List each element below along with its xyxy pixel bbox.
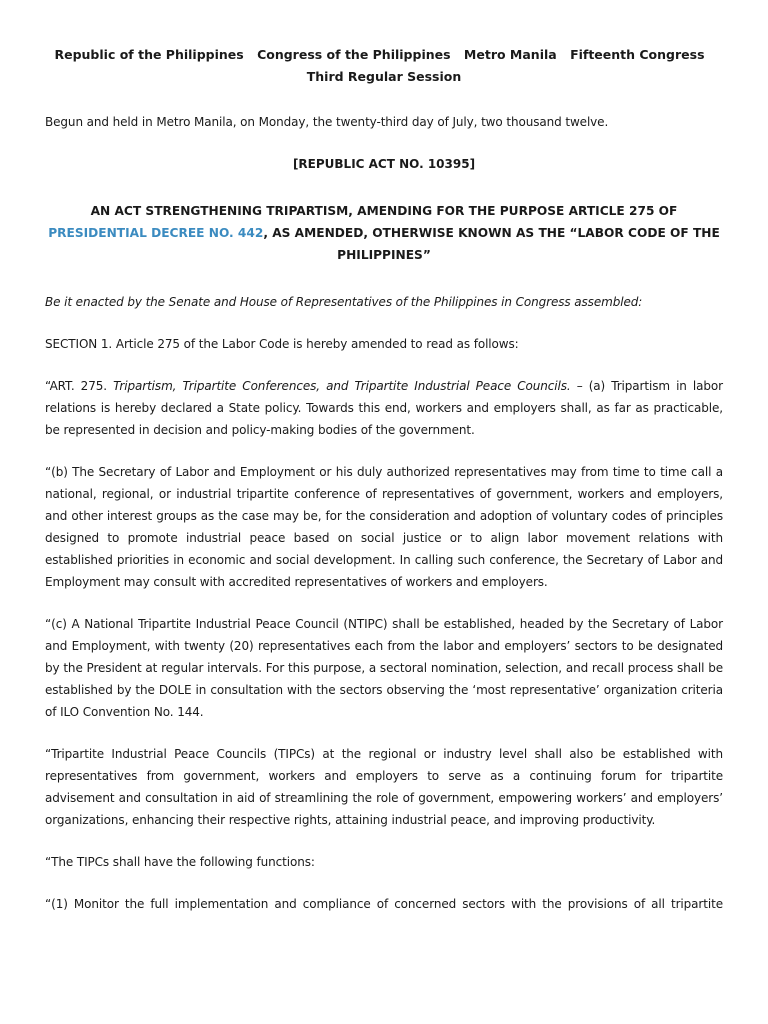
paragraph-tipc: “Tripartite Industrial Peace Councils (TIPCs) at the regional or industry level shall also be established with representatives from government, workers and employers to serve as a continuing forum for tripartite advisement and consultation in aid of streamlining the role of government, empowering workers’ and employers’ organizations, enhancing their respective rights, attaining industrial peace, and improving productivity. bbox=[45, 747, 723, 827]
paragraph-c: “(c) A National Tripartite Industrial Peace Council (NTIPC) shall be established, headed by the Secretary of Labor and Employment, with twenty (20) representatives each from the labor and employers’ sectors to be designated by the President at regular intervals. For this purpose, a sectoral nomination, selection, and recall process shall be established by the DOLE in consultation with the sectors observing the ‘most representative’ organization criteria of ILO Convention No. 144. bbox=[45, 617, 723, 719]
republic-act-number bbox=[45, 153, 723, 175]
header-congress-number: Fifteenth Congress bbox=[570, 47, 705, 62]
pd-442-link[interactable]: PRESIDENTIAL DECREE NO. 442 bbox=[48, 226, 264, 240]
header-congress: Congress of the Philippines bbox=[257, 47, 451, 62]
title-before: AN ACT STRENGTHENING TRIPARTISM, AMENDING FOR THE PURPOSE ARTICLE 275 OF bbox=[90, 204, 678, 218]
section-1: SECTION 1. Article 275 of the Labor Code is hereby amended to read as follows: bbox=[45, 337, 519, 351]
document-page bbox=[45, 44, 723, 935]
document-header bbox=[45, 44, 723, 88]
ra-open-bracket: [ bbox=[292, 157, 299, 171]
paragraph-functions: “The TIPCs shall have the following functions: bbox=[45, 855, 315, 869]
header-location: Metro Manila bbox=[463, 47, 557, 62]
art-heading: Tripartism, Tripartite Conferences, and Tripartite Industrial Peace Councils. bbox=[113, 379, 571, 393]
ra-close-bracket: ] bbox=[469, 157, 476, 171]
paragraph-b: “(b) The Secretary of Labor and Employment or his duly authorized representatives may from time to time call a national, regional, or industrial tripartite conference of representatives of government, workers and employers, and other interest groups as the case may be, for the consideration and adoption of voluntary codes of principles designed to promote industrial peace based on social justice or to align labor movement relations with established priorities in economic and social development. In calling such conference, the Secretary of Labor and Employment may consult with accredited representatives of workers and employers. bbox=[45, 465, 723, 589]
header-session: Third Regular Session bbox=[306, 69, 462, 84]
art-prefix: “ART. 275. bbox=[45, 379, 114, 393]
begun-statement: Begun and held in Metro Manila, on Monday, the twenty-third day of July, two thousand twelve. bbox=[45, 115, 609, 129]
enacting-clause: Be it enacted by the Senate and House of Representatives of the Philippines in Congress assembled: bbox=[45, 295, 643, 309]
title-after: , AS AMENDED, OTHERWISE KNOWN AS THE “LABOR CODE OF THE PHILIPPINES” bbox=[263, 226, 720, 262]
header-republic: Republic of the Philippines bbox=[54, 47, 244, 62]
ra-number-text: REPUBLIC ACT NO. 10395 bbox=[298, 157, 470, 171]
paragraph-1: “(1) Monitor the full implementation and compliance of concerned sectors with the provisions of all tripartite bbox=[45, 897, 723, 911]
art-text: – (a) Tripartism in labor relations is hereby declared a State policy. Towards this end, workers and employers shall, as far as practicable, be represented in decision and policy-making bodies of the government. bbox=[45, 379, 724, 437]
act-title bbox=[45, 200, 723, 266]
article-275-paragraph-a bbox=[45, 375, 723, 441]
